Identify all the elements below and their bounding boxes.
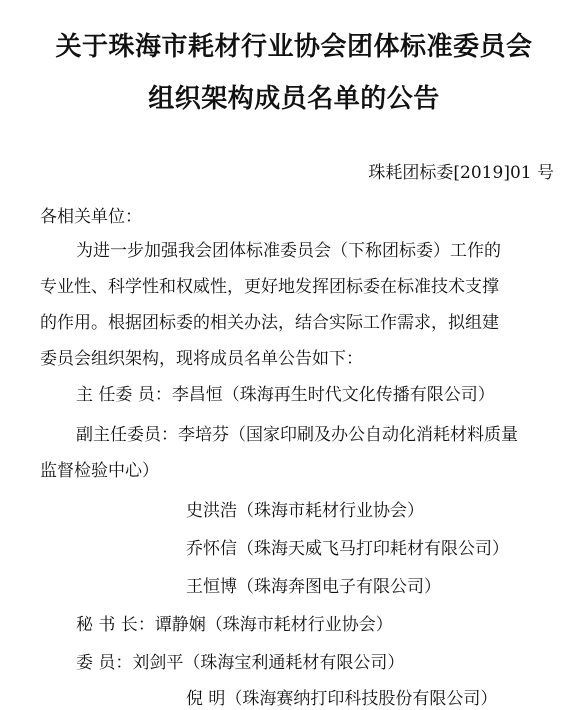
member-entry: 刘剑平（珠海宝利通耗材有限公司）: [132, 653, 405, 673]
role-separator: ：: [115, 653, 133, 673]
title-line-2: 组织架构成员名单的公告: [148, 84, 440, 114]
body-line-2: 专业性、科学性和权威性，更好地发挥团标委在标准技术支撑: [40, 277, 499, 297]
member-entry: 李昌恒（珠海再生时代文化传播有限公司）: [171, 385, 495, 405]
body-line-4: 委员会组织架构，现将成员名单公告如下：: [40, 349, 363, 369]
role-label: 秘 书 长: [76, 615, 138, 635]
salutation: 各相关单位：: [40, 207, 142, 227]
member-entry: 谭静娴（珠海市耗材行业协会）: [154, 615, 393, 635]
title-line-1: 关于珠海市耗材行业协会团体标准委员会: [55, 32, 533, 62]
body-line-3: 的作用。根据团标委的相关办法，结合实际工作需求，拟组建: [40, 313, 499, 333]
member-row-committee: [76, 648, 404, 673]
member-entry-continuation: 监督检验中心）: [40, 461, 159, 481]
member-entry: 倪 明（珠海赛纳打印科技股份有限公司）: [186, 689, 498, 709]
document-number: 珠耗团标委[2019]01 号: [368, 163, 554, 183]
member-row-vice-director: [76, 420, 518, 445]
member-entry: 史洪浩（珠海市耗材行业协会）: [186, 501, 424, 521]
member-entry: 李培芬（国家印刷及办公自动化消耗材料质量: [178, 425, 518, 445]
role-label: 副主任委员: [76, 425, 161, 445]
member-row-secretary: [76, 610, 393, 635]
role-separator: ：: [137, 615, 155, 635]
member-entry: 王恒博（珠海奔图电子有限公司）: [186, 577, 441, 597]
role-label: 主 任委 员: [76, 385, 155, 405]
role-label: 委 员: [76, 653, 116, 673]
member-entry: 乔怀信（珠海天威飞马打印耗材有限公司）: [186, 539, 509, 559]
body-line-1: 为进一步加强我会团体标准委员会（下称团标委）工作的: [76, 241, 501, 261]
member-row-director: [76, 380, 495, 405]
role-separator: ：: [154, 385, 172, 405]
role-separator: ：: [161, 425, 178, 445]
